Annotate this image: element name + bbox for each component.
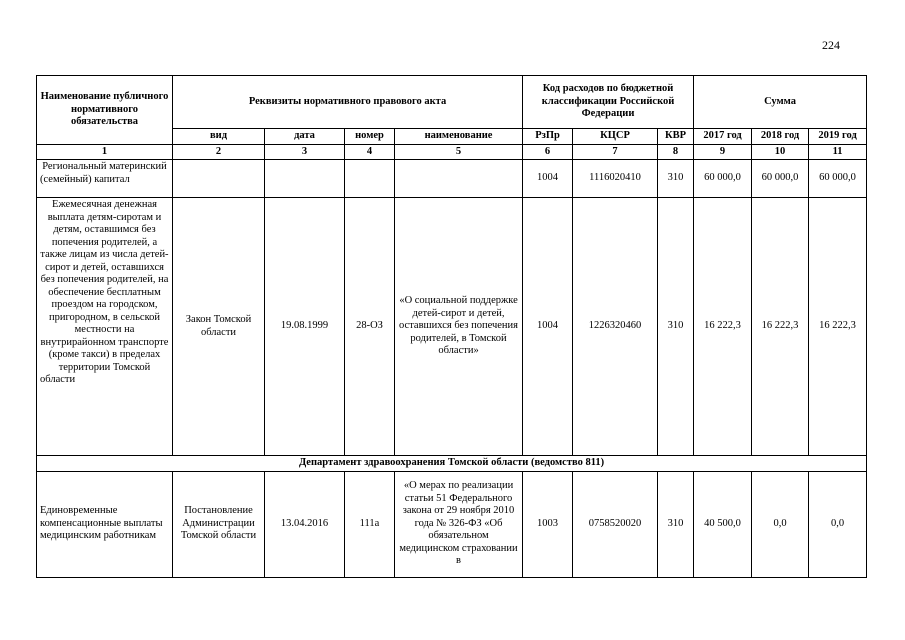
col-num-10: 10 — [752, 144, 809, 160]
obligation-name: Ежемесячная денежная выплата детям-сиротам и детям, оставшимся без попечения родителей, а также лицам из числа детей-сирот и детей, оставшихся без попечения родителей, на обеспечение бесплатным проездом на городском, пригородном, в сельской местности на внутрирайонном транспорте (кроме такси) в пределах территории Томской области — [37, 198, 173, 456]
col-num-6: 6 — [523, 144, 573, 160]
department-row — [37, 456, 867, 472]
page-number: 224 — [822, 38, 840, 52]
col-kvr: КВР — [658, 129, 694, 145]
act-type — [173, 160, 265, 198]
col-num-4: 4 — [345, 144, 395, 160]
act-title: «О социальной поддержке детей-сирот и детей, оставшихся без попечения родителей, в Томской области» — [395, 198, 523, 456]
col-date: дата — [265, 129, 345, 145]
act-number: 111а — [345, 471, 395, 577]
header-act-requisites: Реквизиты нормативного правового акта — [173, 76, 523, 129]
col-title: наименование — [395, 129, 523, 145]
table-row — [37, 160, 867, 198]
col-rzpr: РзПр — [523, 129, 573, 145]
col-num-3: 3 — [265, 144, 345, 160]
act-date: 13.04.2016 — [265, 471, 345, 577]
col-num-1: 1 — [37, 144, 173, 160]
rzpr-code: 1004 — [523, 160, 573, 198]
col-num-5: 5 — [395, 144, 523, 160]
col-num-2: 2 — [173, 144, 265, 160]
sum-2018: 16 222,3 — [752, 198, 809, 456]
department-heading: Департамент здравоохранения Томской области (ведомство 811) — [37, 456, 867, 472]
col-number: номер — [345, 129, 395, 145]
col-type: вид — [173, 129, 265, 145]
sum-2018: 60 000,0 — [752, 160, 809, 198]
act-date: 19.08.1999 — [265, 198, 345, 456]
col-kcsr: КЦСР — [573, 129, 658, 145]
act-title: «О мерах по реализации статьи 51 Федерального закона от 29 ноября 2010 года № 326-ФЗ «Об обязательном медицинском страховании в — [395, 471, 523, 577]
kcsr-code: 1116020410 — [573, 160, 658, 198]
sum-2019: 60 000,0 — [809, 160, 867, 198]
rzpr-code: 1003 — [523, 471, 573, 577]
col-num-11: 11 — [809, 144, 867, 160]
act-number — [345, 160, 395, 198]
sum-2017: 60 000,0 — [694, 160, 752, 198]
sum-2017: 16 222,3 — [694, 198, 752, 456]
obligation-name: Единовременные компенсационные выплаты медицинским работникам — [37, 471, 173, 577]
kvr-code: 310 — [658, 198, 694, 456]
kcsr-code: 1226320460 — [573, 198, 658, 456]
rzpr-code: 1004 — [523, 198, 573, 456]
header-row-1 — [37, 76, 867, 129]
sum-2018: 0,0 — [752, 471, 809, 577]
kvr-code: 310 — [658, 160, 694, 198]
col-2017: 2017 год — [694, 129, 752, 145]
act-title — [395, 160, 523, 198]
table-row — [37, 198, 867, 456]
sum-2017: 40 500,0 — [694, 471, 752, 577]
col-num-7: 7 — [573, 144, 658, 160]
kvr-code: 310 — [658, 471, 694, 577]
col-2019: 2019 год — [809, 129, 867, 145]
sum-2019: 16 222,3 — [809, 198, 867, 456]
act-type: Закон Томской области — [173, 198, 265, 456]
table-row — [37, 471, 867, 577]
sum-2019: 0,0 — [809, 471, 867, 577]
col-2018: 2018 год — [752, 129, 809, 145]
col-num-9: 9 — [694, 144, 752, 160]
header-budget-code: Код расходов по бюджетной классификации Российской Федерации — [523, 76, 694, 129]
header-obligation: Наименование публичного нормативного обязательства — [37, 76, 173, 145]
column-numbers-row — [37, 144, 867, 160]
obligations-table — [36, 75, 867, 578]
act-type: Постановление Администрации Томской области — [173, 471, 265, 577]
col-num-8: 8 — [658, 144, 694, 160]
act-number: 28-ОЗ — [345, 198, 395, 456]
obligation-name: Региональный материнский (семейный) капитал — [37, 160, 173, 198]
act-date — [265, 160, 345, 198]
kcsr-code: 0758520020 — [573, 471, 658, 577]
header-sum: Сумма — [694, 76, 867, 129]
